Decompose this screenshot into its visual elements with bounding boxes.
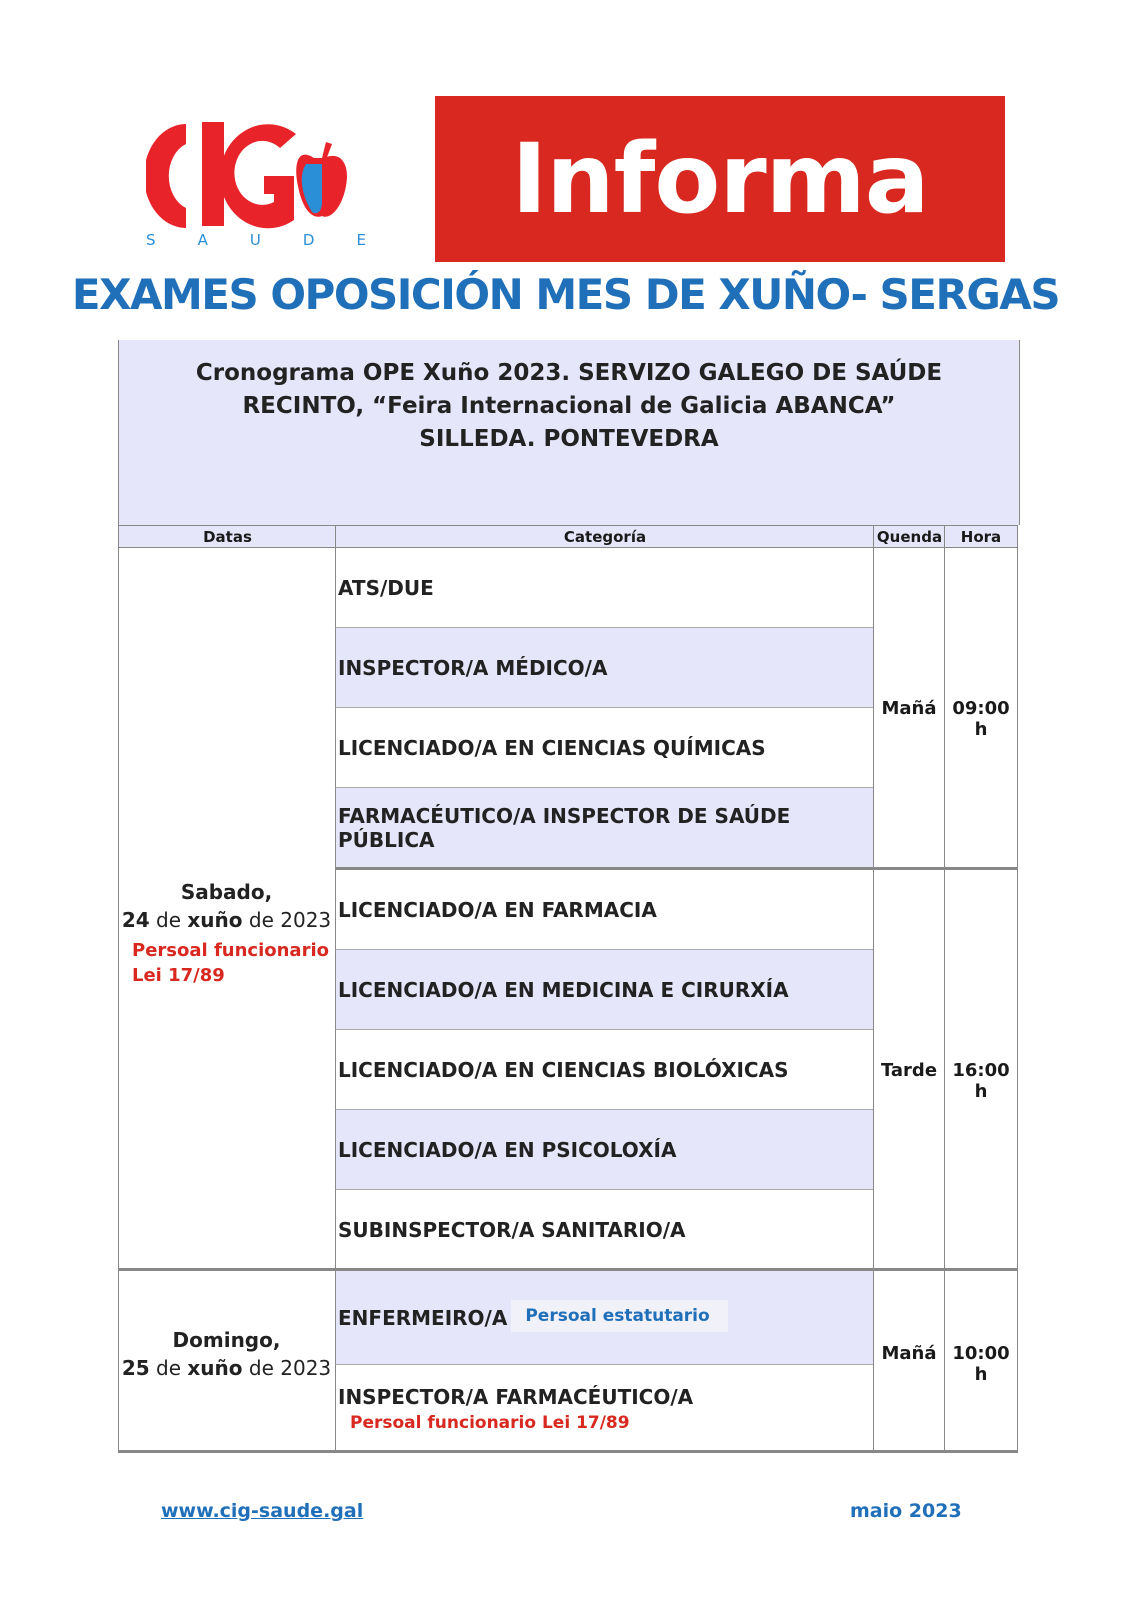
- logo-letter: E: [356, 231, 366, 249]
- date-year: de 2023: [242, 1356, 332, 1380]
- website-link[interactable]: www.cig-saude.gal: [161, 1500, 364, 1522]
- date-number: 24: [121, 908, 150, 932]
- category-row: LICENCIADO/A EN CIENCIAS BIOLÓXICAS: [335, 1030, 873, 1110]
- date-number: 25: [121, 1356, 150, 1380]
- quenda-column-divider: [873, 548, 874, 1453]
- category-row: LICENCIADO/A EN PSICOLOXÍA: [335, 1110, 873, 1190]
- category-label: INSPECTOR/A FARMACÉUTICO/A: [338, 1384, 694, 1409]
- staff-note-day1: [132, 940, 329, 986]
- informa-banner: Informa: [435, 96, 1005, 262]
- logo-letter: A: [197, 231, 208, 249]
- category-label: ENFERMEIRO/A: [338, 1305, 508, 1330]
- col-header-quenda: Quenda: [873, 525, 945, 548]
- category-row: LICENCIADO/A EN FARMACIA: [335, 870, 873, 950]
- category-row: ATS/DUE: [335, 548, 873, 628]
- category-row: SUBINSPECTOR/A SANITARIO/A: [335, 1190, 873, 1270]
- date-day1: [118, 880, 335, 932]
- date-month: xuño: [187, 908, 243, 932]
- heading-line-1: Cronograma OPE Xuño 2023. SERVIZO GALEGO DE SAÚDE: [195, 360, 943, 386]
- date-day2: [118, 1328, 335, 1380]
- page-title: EXAMES OPOSICIÓN MES DE XUÑO- SERGAS: [71, 270, 1060, 319]
- hora-day1-afternoon: 16:00 h: [952, 1060, 1010, 1102]
- date-connector: de: [149, 908, 188, 932]
- heading-line-2: RECINTO, “Feira Internacional de Galicia ABANCA”: [242, 393, 896, 419]
- weekday-day2: Domingo,: [172, 1328, 281, 1352]
- col-header-categoria: Categoría: [335, 525, 874, 548]
- table-heading: [118, 340, 1020, 525]
- hora-day2: 10:00 h: [952, 1343, 1010, 1385]
- logo-letter: S: [146, 231, 156, 249]
- statutory-staff-badge: Persoal estatutario: [511, 1300, 727, 1332]
- footer-date: maio 2023: [850, 1500, 962, 1522]
- quenda-manha-day2: Mañá: [881, 1343, 937, 1364]
- date-connector: de: [149, 1356, 188, 1380]
- col-header-hora: Hora: [944, 525, 1018, 548]
- logo-letter: U: [249, 231, 261, 249]
- weekday-day1: Sabado,: [180, 880, 273, 904]
- category-row: LICENCIADO/A EN CIENCIAS QUÍMICAS: [335, 708, 873, 788]
- date-year: de 2023: [242, 908, 332, 932]
- category-row: LICENCIADO/A EN MEDICINA E CIRURXÍA: [335, 950, 873, 1030]
- hora-column-divider: [944, 548, 945, 1453]
- category-row: [335, 1365, 873, 1453]
- staff-note-day2: Persoal funcionario Lei 17/89: [350, 1412, 630, 1433]
- logo-letter: D: [302, 231, 315, 249]
- category-row: [335, 1271, 873, 1365]
- date-month: xuño: [187, 1356, 243, 1380]
- category-row: INSPECTOR/A MÉDICO/A: [335, 628, 873, 708]
- hora-day1-morning: 09:00 h: [952, 698, 1010, 740]
- category-row: FARMACÉUTICO/A INSPECTOR DE SAÚDE PÚBLICA: [335, 788, 873, 868]
- quenda-manha-day1: Mañá: [881, 698, 937, 719]
- date-text-day2: [118, 1356, 335, 1380]
- staff-note-line: Persoal funcionario: [132, 940, 329, 961]
- date-text-day1: [118, 908, 335, 932]
- table-bottom-border: [118, 1450, 1018, 1453]
- logo-subtitle: [146, 231, 366, 249]
- staff-note-line: Lei 17/89: [132, 965, 225, 986]
- heading-line-3: SILLEDA. PONTEVEDRA: [419, 426, 719, 452]
- quenda-tarde-day1: Tarde: [880, 1060, 938, 1081]
- col-header-datas: Datas: [118, 525, 336, 548]
